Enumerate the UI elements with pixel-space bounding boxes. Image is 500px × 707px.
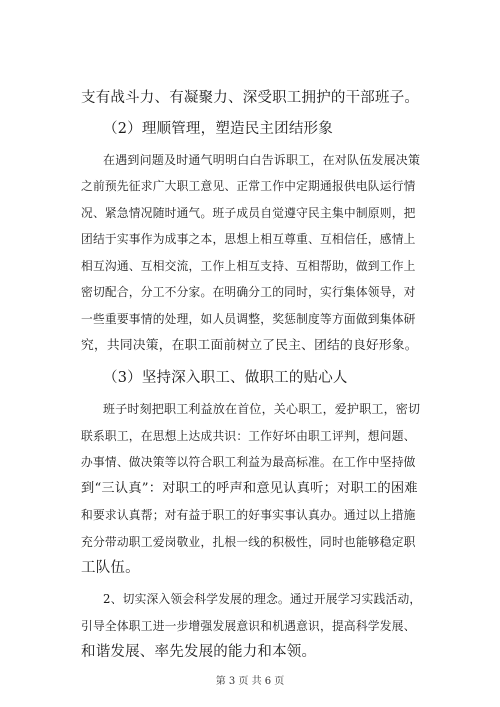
- text-line: 相互沟通、互相交流，工作上相互支持、互相帮助，做到工作上: [81, 259, 416, 273]
- text-line: 一些重要事情的处理，如人员调整，奖惩制度等方面做到集体研: [81, 312, 416, 326]
- text-line: 班子时刻把职工利益放在首位，关心职工，爱护职工，密切: [103, 402, 421, 416]
- text-line: 充分带动职工爱岗敬业，扎根一线的积极性，同时也能够稳定职: [81, 535, 416, 549]
- text-line: 密切配合，分工不分家。在明确分工的同时，实行集体领导，对: [81, 285, 416, 299]
- text-line: 和谐发展、率先发展的能力和本领。: [81, 644, 317, 660]
- text-line: 支有战斗力、有凝聚力、深受职工拥护的干部班子。: [81, 90, 420, 106]
- text-line: 究，共同决策，在职工面前树立了民主、团结的良好形象。: [81, 338, 418, 353]
- text-line: 况、紧急情况随时通气。班子成员自觉遵守民主集中制原则，把: [81, 206, 416, 220]
- text-line: 和要求认真帮；对有益于职工的好事实事认真办。通过以上措施: [81, 508, 416, 522]
- text-line: 办事情、做决策等以符合职工利益为最高标准。在工作中坚持做: [81, 455, 416, 469]
- text-line: 工队伍。: [81, 560, 140, 576]
- section-heading: （2）理顺管理，塑造民主团结形象: [103, 121, 333, 137]
- page-footer: 第 3 页 共 6 页: [215, 676, 285, 687]
- text-line: 团结于实事作为成事之本，思想上相互尊重、互相信任，感情上: [81, 232, 416, 246]
- text-line: 在遇到问题及时通气明明白白告诉职工，在对队伍发展决策: [103, 153, 421, 167]
- text-line: 引导全体职工进一步增强发展意识和机遇意识，提高科学发展、: [81, 619, 416, 633]
- section-heading: （3）坚持深入职工、做职工的贴心人: [103, 370, 348, 386]
- text-line: 之前预先征求广大职工意见、正常工作中定期通报供电队运行情: [81, 179, 416, 193]
- text-line: 到“三认真”：对职工的呼声和意见认真听；对职工的困难: [81, 481, 418, 496]
- text-line: 联系职工，在思想上达成共识：工作好坏由职工评判，想问题、: [81, 429, 416, 443]
- text-line: 2、切实深入领会科学发展的理念。通过开展学习实践活动，: [103, 592, 422, 606]
